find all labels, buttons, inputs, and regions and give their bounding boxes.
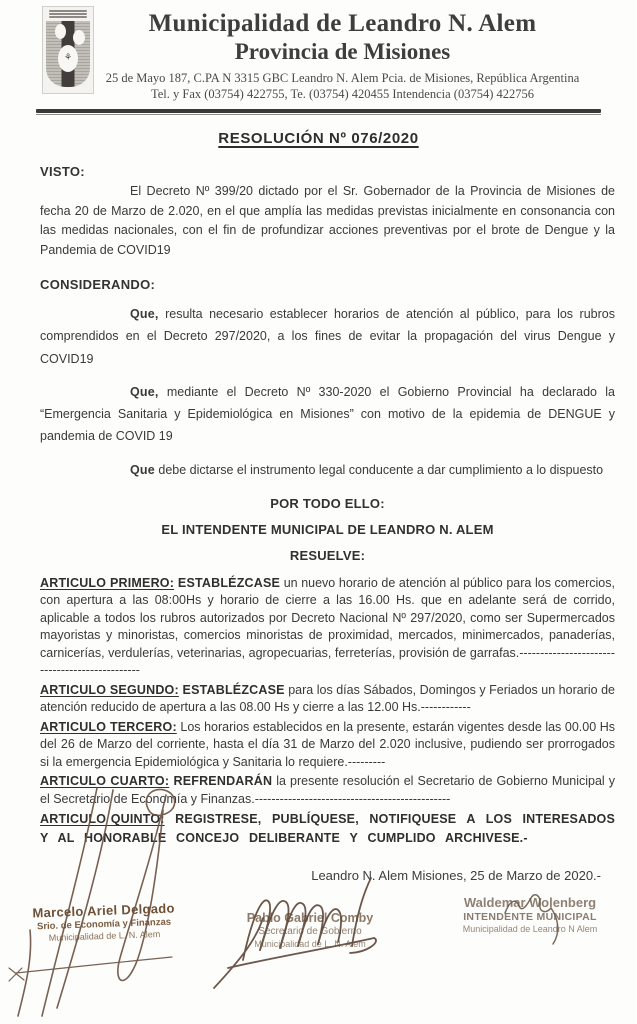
organization-phones: Tel. y Fax (03754) 422755, Te. (03754) 420455 Intendencia (03754) 422756 — [150, 87, 535, 101]
shield-emblem — [46, 21, 90, 87]
article-bold: REGISTRESE, PUBLÍQUESE, NOTIFIQUESE A LOS INTERESADOS Y AL HONORABLE CONCEJO DELIBERANTE Y CUMPLIDO ARCHIVESE.- — [40, 812, 616, 845]
municipal-shield-logo — [42, 6, 94, 94]
article-text: para los días Sábados, Domingos y Feriados un horario de atención reducido de apertura a las 08.00 Hs y cierre a las 12.00 Hs.------------ — [40, 682, 615, 715]
articles-section — [40, 575, 615, 848]
article-segundo — [40, 682, 615, 717]
organization-block — [0, 10, 637, 102]
resolution-title-text: RESOLUCIÓN Nº 076/2020 — [218, 130, 419, 147]
considerando-item — [40, 459, 615, 481]
dateline: Leandro N. Alem Misiones, 25 de Marzo de 2020.- — [311, 867, 601, 883]
formula-line-intendente: EL INTENDENTE MUNICIPAL DE LEANDRO N. ALEM — [161, 521, 494, 537]
article-lead: ARTICULO SEGUNDO: — [40, 682, 179, 697]
letterhead — [0, 0, 637, 102]
signer-org: Municipalidad de L. N. Alem — [254, 938, 366, 949]
signer-role: INTENDENTE MUNICIPAL — [463, 911, 597, 923]
signer-name: Waldemar Wolenberg — [463, 894, 597, 910]
considerando-lead: Que, — [130, 307, 159, 321]
visto-heading: VISTO: — [40, 164, 85, 179]
considerando-item — [40, 381, 615, 448]
article-lead: ARTICULO PRIMERO: — [40, 575, 175, 590]
resolution-title — [0, 130, 637, 147]
formula-line-resuelve: RESUELVE: — [289, 547, 366, 563]
considerando-item — [40, 303, 615, 370]
signer-name: Marcelo Ariel Delgado — [32, 900, 175, 921]
shield-figure-icon: ⚘ — [63, 52, 73, 62]
signature-area — [0, 883, 637, 1024]
article-bold: ESTABLÉZCASE — [178, 682, 285, 697]
signer-org: Municipalidad de Leandro N Alem — [462, 924, 598, 935]
article-lead: ARTICULO QUINTO: — [40, 812, 165, 827]
signature-block-intendente — [435, 895, 625, 936]
logo-motto-text — [43, 7, 93, 20]
article-cuarto — [40, 773, 615, 808]
document-body — [0, 164, 637, 883]
article-primero — [40, 575, 615, 680]
signer-role: Srio. de Economía y Finanzas — [36, 916, 172, 933]
article-text: un nuevo horario de atención al público para los comercios, con apertura a las 08:00Hs y horario de cierre a las 16.00 Hs. que en adelante será de corrido, aplicable a todos los rubros autorizados por Decreto Nacional Nº 297/2020, como ser Supermercados mayoristas y minoristas, comercios minoristas de proximidad, mercados, minimercados, panaderías, carnicerías, verdulerías, veterinarias, agropecuarias, ferreterías, provisión de garrafas.----------------------------------------------- — [40, 575, 615, 678]
signer-name: Pablo Gabriel Comby — [246, 910, 374, 925]
signer-role: Secretario de Gobierno — [258, 926, 362, 938]
visto-paragraph: El Decreto Nº 399/20 dictado por el Sr. Gobernador de la Provincia de Misiones de fecha 20 de Marzo de 2.020, en el que amplía las medidas previstas inicialmente en consonancia con las medidas nacionales, con el fin de profundizar acciones preventivas por el brote de Dengue y la Pandemia de COVID19 — [40, 184, 615, 257]
considerando-text: debe dictarse el instrumento legal conducente a dar cumplimiento a lo dispuesto — [154, 462, 604, 477]
organization-address: 25 de Mayo 187, C.PA N 3315 GBC Leandro N. Alem Pcia. de Misiones, República Argentina — [105, 71, 580, 85]
organization-name: Municipalidad de Leandro N. Alem — [148, 10, 537, 37]
article-bold: REFRENDARÁN — [169, 774, 273, 789]
article-quinto — [40, 810, 615, 848]
considerando-text: resulta necesario establecer horarios de atención al público, para los rubros comprendidos en el Decreto 297/2020, a los fines de evitar la propagación del virus Dengue y COVID19 — [40, 307, 615, 366]
signature-block-economia — [13, 900, 194, 946]
enactment-formula — [40, 496, 615, 563]
article-lead: ARTICULO TERCERO: — [40, 719, 177, 734]
article-lead: ARTICULO CUARTO: — [40, 774, 170, 789]
article-tercero — [40, 719, 615, 772]
article-bold: ESTABLÉZCASE — [174, 575, 281, 590]
shield-oval-left — [55, 24, 66, 39]
article-text: Los horarios establecidos en la presente, estarán vigentes desde las 00.00 Hs del 26 de Marzo del corriente, hasta el día 31 de Marzo del 2.020 inclusive, pudiendo ser prorrogados si la emergencia Epidemiológica y Sanitaria lo requiere.--------- — [40, 719, 615, 769]
considerando-text: mediante el Decreto Nº 330-2020 el Gobierno Provincial ha declarado la “Emergencia Sanitaria y Epidemiológica en Misiones” con motivo de la epidemia de DENGUE y pandemia de COVID 19 — [40, 384, 615, 444]
shield-oval-right — [73, 30, 85, 45]
considerando-heading: CONSIDERANDO: — [40, 277, 156, 292]
considerando-lead: Que — [130, 462, 155, 477]
signature-block-gobierno — [225, 911, 395, 950]
article-text: la presente resolución el Secretario de Gobierno Municipal y el Secretario de Economía y Finanzas.----------------------------------------------- — [40, 774, 615, 806]
considerando-lead: Que, — [130, 384, 159, 399]
header-divider — [36, 109, 601, 115]
formula-line-por-todo-ello: POR TODO ELLO: — [270, 495, 385, 511]
organization-province: Provincia de Misiones — [234, 39, 451, 64]
signer-org: Municipalidad de L. N. Alem — [48, 928, 161, 943]
